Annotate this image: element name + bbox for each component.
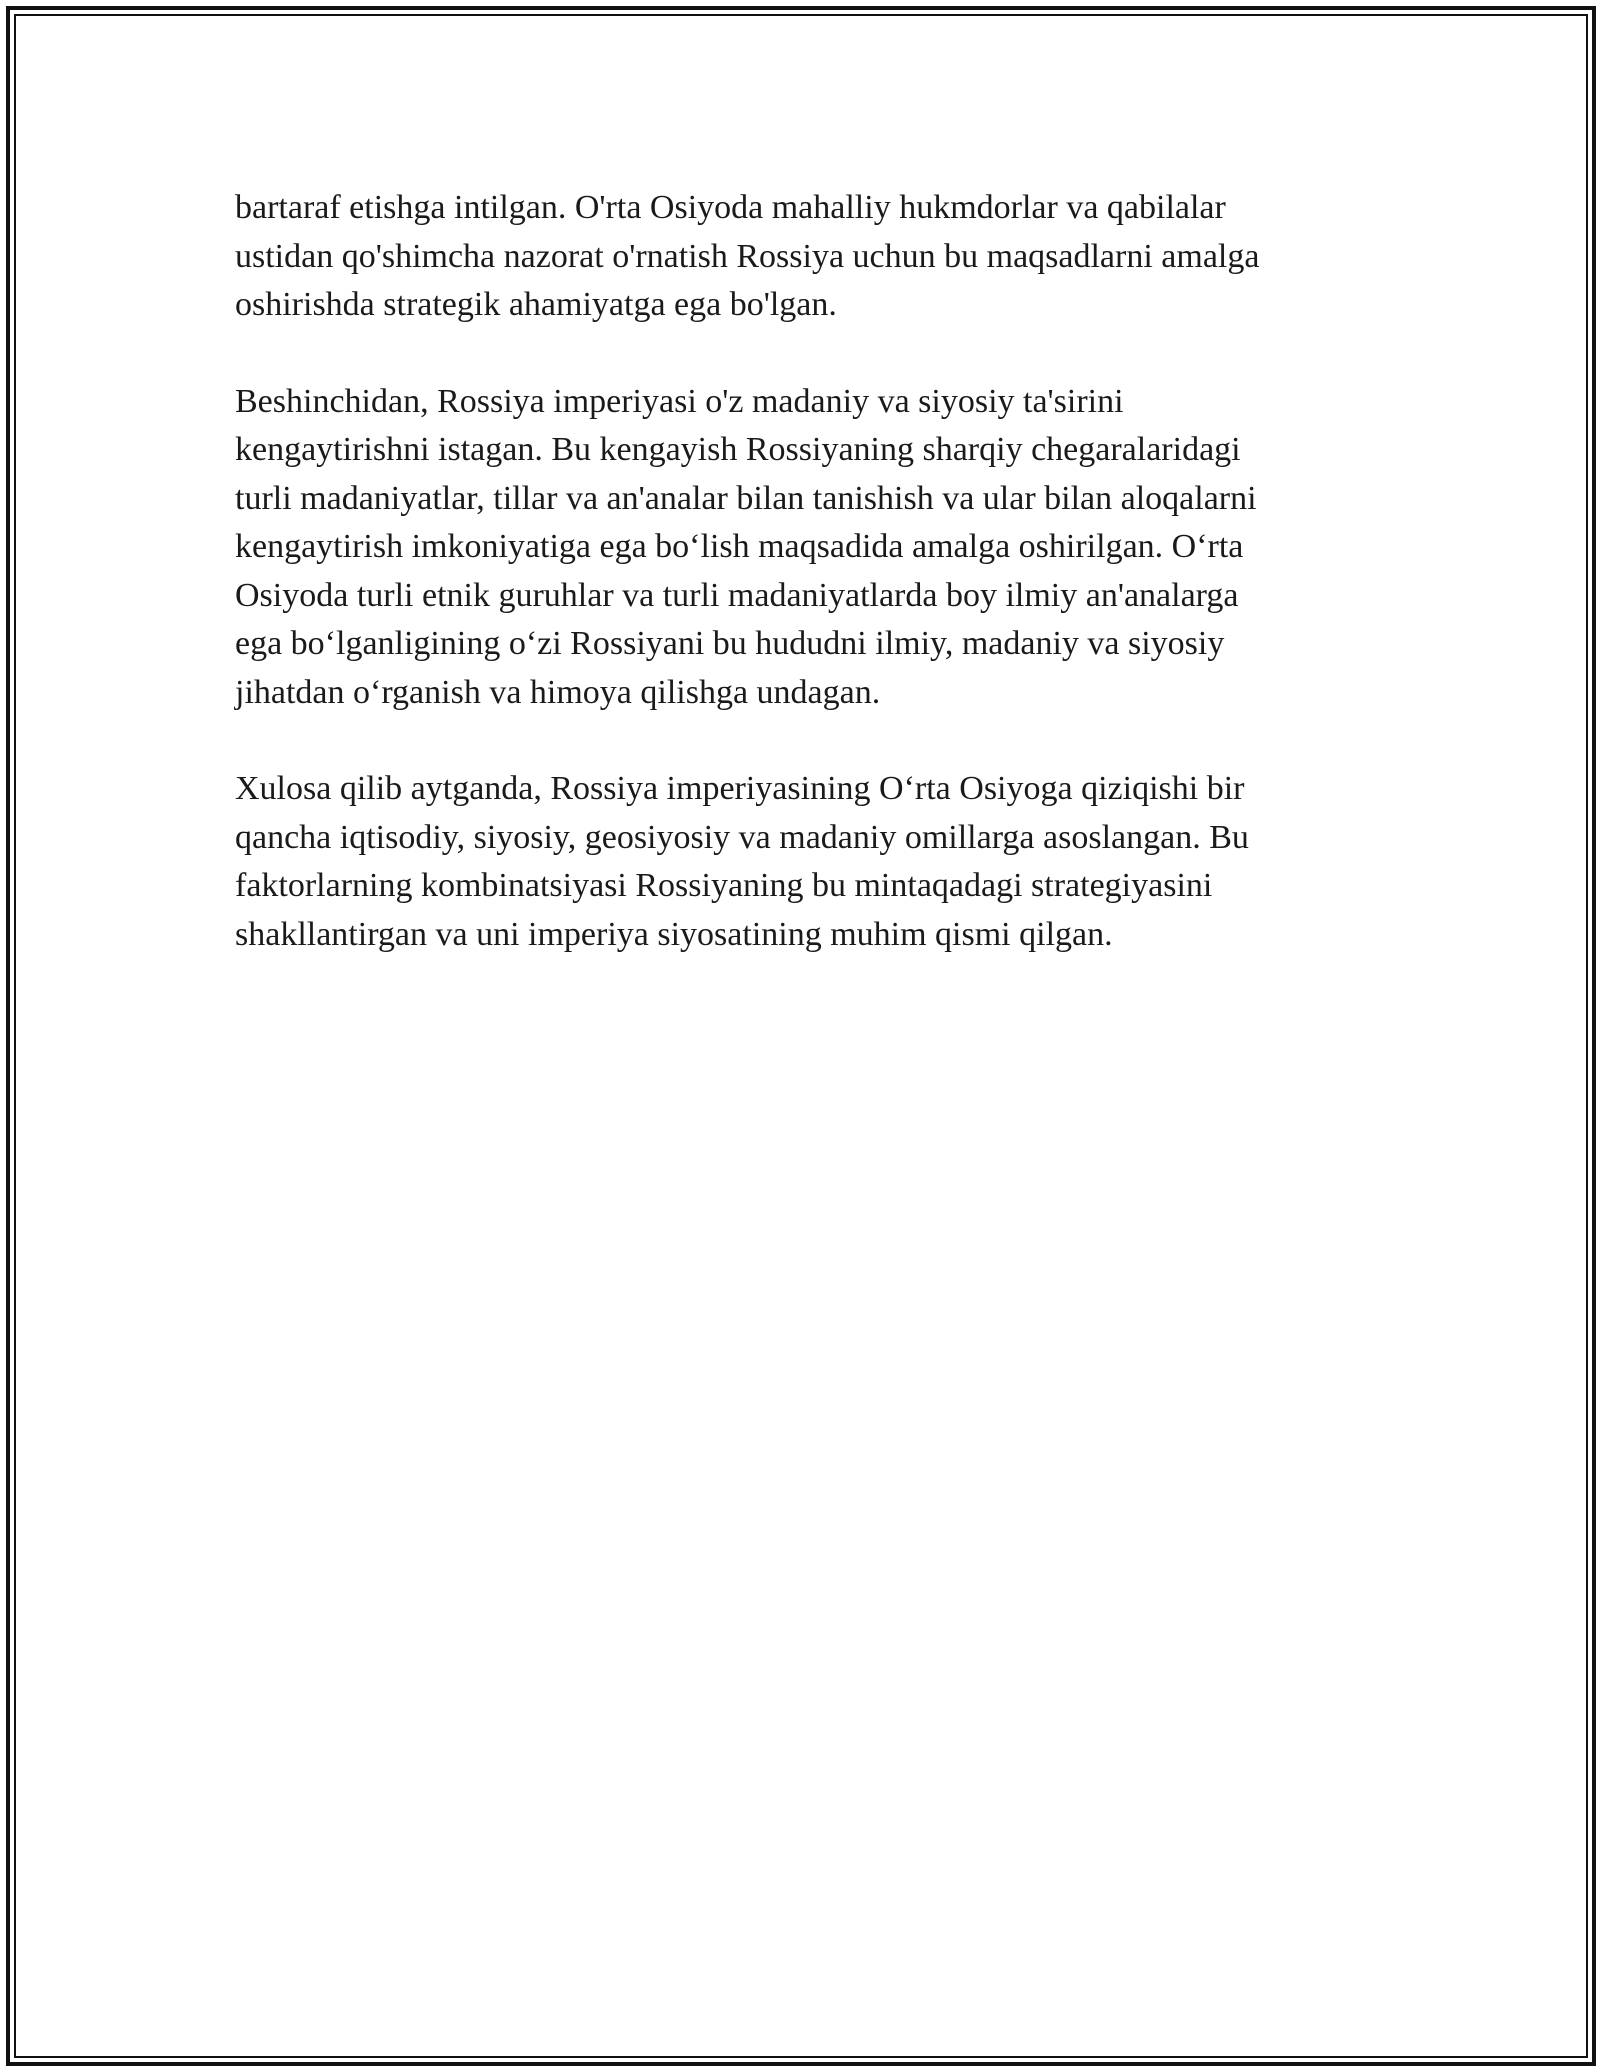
text-line: kengaytirishni istagan. Bu kengayish Rossiyaning sharqiy chegaralaridagi [235, 431, 1241, 468]
paragraph-2 [235, 378, 1365, 718]
text-line: bartaraf etishga intilgan. O'rta Osiyoda mahalliy hukmdorlar va qabilalar [235, 189, 1226, 226]
text-line: Osiyoda turli etnik guruhlar va turli madaniyatlarda boy ilmiy an'analarga [235, 576, 1239, 614]
text-line: shakllantirgan va uni imperiya siyosatining muhim qismi qilgan. [235, 915, 1113, 953]
text-line: ustidan qo'shimcha nazorat o'rnatish Rossiya uchun bu maqsadlarni amalga [235, 237, 1260, 275]
text-line: kengaytirish imkoniyatiga ega bo‘lish maqsadida amalga oshirilgan. O‘rta [235, 528, 1244, 565]
paragraph-3 [235, 765, 1365, 959]
text-line: ega bo‘lganligining o‘zi Rossiyani bu hududni ilmiy, madaniy va siyosiy [235, 625, 1225, 662]
text-line: jihatdan o‘rganish va himoya qilishga undagan. [235, 673, 881, 711]
text-line: faktorlarning kombinatsiyasi Rossiyaning bu mintaqadagi strategiyasini [235, 867, 1213, 904]
document-body [235, 184, 1365, 1007]
paragraph-1 [235, 184, 1365, 330]
text-line: Xulosa qilib aytganda, Rossiya imperiyasining O‘rta Osiyoga qiziqishi bir [235, 770, 1245, 807]
text-line: qancha iqtisodiy, siyosiy, geosiyosiy va madaniy omillarga asoslangan. Bu [235, 818, 1249, 856]
text-line: Beshinchidan, Rossiya imperiyasi o'z madaniy va siyosiy ta'sirini [235, 382, 1124, 420]
text-line: turli madaniyatlar, tillar va an'analar bilan tanishish va ular bilan aloqalarni [235, 479, 1257, 517]
text-line: oshirishda strategik ahamiyatga ega bo'lgan. [235, 286, 837, 323]
